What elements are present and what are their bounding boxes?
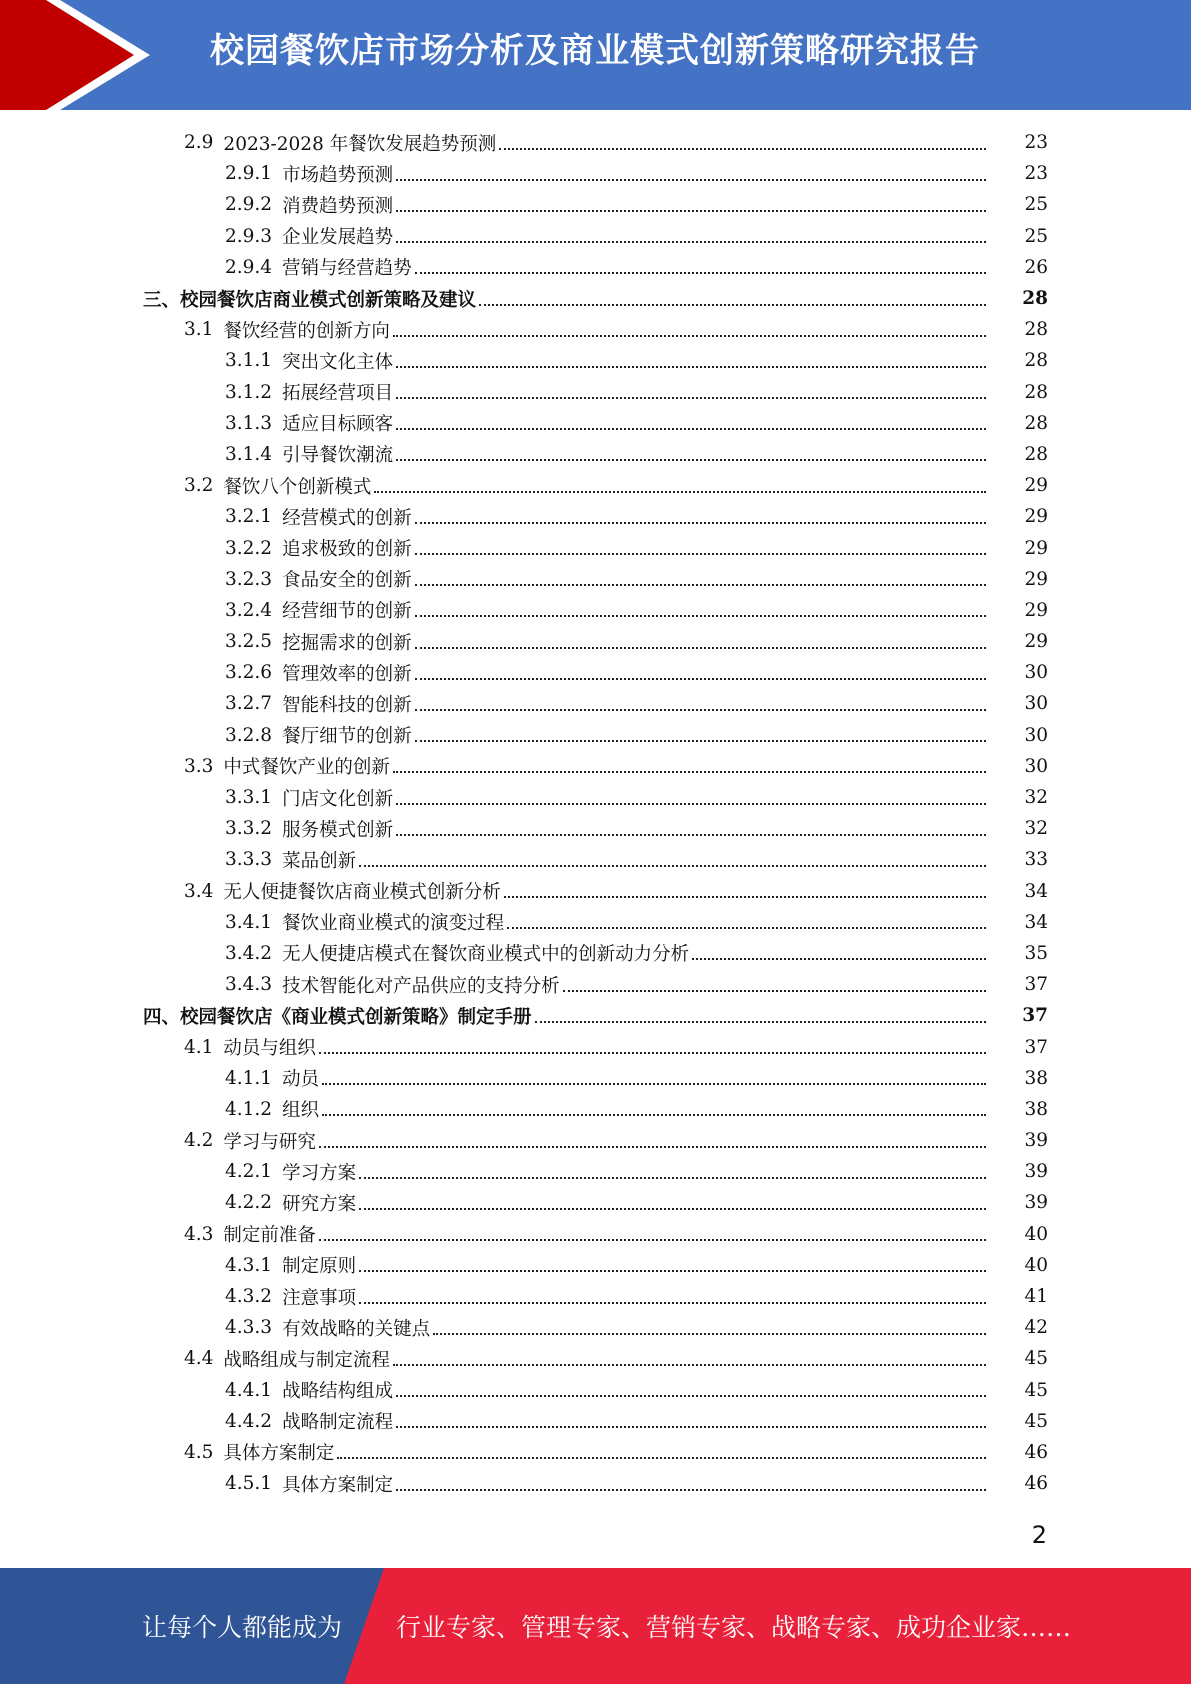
toc-entry-number: 3.3.3	[225, 849, 273, 871]
toc-entry-number: 4.2	[184, 1130, 214, 1152]
chevron-arrow-icon	[0, 0, 160, 110]
toc-dot-leader	[393, 771, 986, 773]
toc-dot-leader	[396, 241, 986, 243]
toc-entry[interactable]	[0, 1312, 1191, 1343]
toc-entry-page: 45	[1024, 1410, 1048, 1432]
toc-dot-leader	[396, 428, 986, 430]
toc-entry-page: 40	[1024, 1223, 1048, 1245]
toc-dot-leader	[415, 272, 986, 274]
toc-dot-leader	[393, 335, 986, 337]
toc-dot-leader	[415, 709, 986, 711]
toc-entry[interactable]	[0, 1281, 1191, 1312]
toc-entry-number: 3.1.1	[225, 350, 273, 372]
toc-dot-leader	[396, 834, 986, 836]
toc-entry-page: 30	[1024, 755, 1048, 777]
toc-entry[interactable]	[0, 720, 1191, 751]
toc-entry-title: 三、校园餐饮店商业模式创新策略及建议	[143, 289, 477, 311]
toc-entry[interactable]	[0, 844, 1191, 875]
toc-entry-title: 营销与经营趋势	[282, 258, 412, 280]
toc-entry-title: 餐厅细节的创新	[282, 726, 412, 748]
toc-entry-page: 38	[1024, 1067, 1048, 1089]
toc-entry-page: 29	[1024, 631, 1048, 653]
toc-entry-page: 41	[1024, 1286, 1048, 1308]
toc-entry-page: 46	[1024, 1473, 1048, 1495]
toc-entry-page: 30	[1024, 662, 1048, 684]
toc-entry-page: 45	[1024, 1348, 1048, 1370]
toc-entry-number: 3.4.2	[225, 942, 273, 964]
toc-entry[interactable]	[0, 688, 1191, 719]
toc-entry[interactable]	[0, 1375, 1191, 1406]
toc-entry-page: 34	[1024, 911, 1048, 933]
toc-entry-title: 动员与组织	[223, 1038, 316, 1060]
toc-dot-leader	[415, 678, 986, 680]
toc-entry[interactable]	[0, 439, 1191, 470]
toc-entry-number: 3.3.1	[225, 787, 273, 809]
toc-dot-leader	[337, 1457, 986, 1459]
toc-dot-leader	[396, 397, 986, 399]
toc-dot-leader	[499, 148, 986, 150]
toc-entry[interactable]	[0, 532, 1191, 563]
toc-entry-number: 4.1.2	[225, 1098, 273, 1120]
toc-entry-title: 门店文化创新	[282, 788, 394, 810]
toc-entry-page: 29	[1024, 475, 1048, 497]
toc-entry-title: 学习与研究	[223, 1131, 316, 1153]
toc-entry-title: 四、校园餐饮店《商业模式创新策略》制定手册	[143, 1006, 532, 1028]
toc-entry-page: 34	[1024, 880, 1048, 902]
toc-entry-title: 消费趋势预测	[282, 195, 394, 217]
toc-entry-number: 4.5.1	[225, 1473, 273, 1495]
toc-dot-leader	[563, 990, 986, 992]
toc-entry-page: 32	[1024, 818, 1048, 840]
toc-entry-title: 餐饮八个创新模式	[223, 476, 372, 498]
toc-entry[interactable]	[0, 1031, 1191, 1062]
toc-entry[interactable]	[0, 1063, 1191, 1094]
toc-dot-leader	[396, 210, 986, 212]
toc-entry[interactable]	[0, 595, 1191, 626]
toc-dot-leader	[319, 1146, 986, 1148]
page-number: 2	[1031, 1521, 1047, 1549]
toc-dot-leader	[393, 1364, 986, 1366]
toc-entry-title: 战略制定流程	[282, 1412, 394, 1434]
toc-dot-leader	[415, 647, 986, 649]
toc-entry-page: 37	[1024, 1036, 1048, 1058]
toc-dot-leader	[415, 740, 986, 742]
toc-entry[interactable]	[0, 314, 1191, 345]
toc-entry[interactable]	[0, 1219, 1191, 1250]
toc-entry-title: 服务模式创新	[282, 819, 394, 841]
toc-dot-leader	[535, 1021, 986, 1023]
toc-entry-title: 中式餐饮产业的创新	[223, 757, 390, 779]
toc-entry[interactable]	[0, 158, 1191, 189]
toc-entry-number: 4.3.1	[225, 1254, 273, 1276]
toc-dot-leader	[322, 1083, 986, 1085]
toc-entry[interactable]	[0, 1000, 1191, 1031]
toc-entry-number: 4.3	[184, 1223, 214, 1245]
toc-dot-leader	[415, 522, 986, 524]
toc-entry[interactable]	[0, 969, 1191, 1000]
toc-entry-page: 29	[1024, 568, 1048, 590]
toc-entry-page: 28	[1024, 350, 1048, 372]
toc-entry-page: 29	[1024, 537, 1048, 559]
toc-dot-leader	[507, 927, 986, 929]
toc-dot-leader	[359, 1208, 986, 1210]
toc-entry-number: 4.3.3	[225, 1317, 273, 1339]
toc-entry-title: 餐饮业商业模式的演变过程	[282, 913, 505, 935]
toc-entry-number: 2.9.1	[225, 163, 273, 185]
toc-entry-page: 23	[1024, 132, 1048, 154]
toc-entry-page: 39	[1024, 1161, 1048, 1183]
toc-entry-page: 28	[1024, 412, 1048, 434]
toc-entry-number: 2.9.4	[225, 256, 273, 278]
toc-entry[interactable]	[0, 408, 1191, 439]
toc-entry-title: 具体方案制定	[282, 1474, 394, 1496]
toc-dot-leader	[396, 366, 986, 368]
toc-dot-leader	[319, 1052, 986, 1054]
toc-entry[interactable]	[0, 345, 1191, 376]
toc-entry-number: 3.1.2	[225, 381, 273, 403]
toc-entry-number: 3.2.6	[225, 662, 273, 684]
toc-entry-title: 战略组成与制定流程	[223, 1349, 390, 1371]
toc-entry-number: 4.2.2	[225, 1192, 273, 1214]
toc-entry-page: 37	[1022, 1005, 1048, 1027]
toc-entry-title: 企业发展趋势	[282, 227, 394, 249]
toc-dot-leader	[396, 1395, 986, 1397]
toc-entry-title: 管理效率的创新	[282, 663, 412, 685]
toc-entry-title: 注意事项	[282, 1287, 357, 1309]
toc-entry-title: 追求极致的创新	[282, 539, 412, 561]
toc-entry[interactable]	[0, 1406, 1191, 1437]
toc-entry[interactable]	[0, 751, 1191, 782]
toc-entry-title: 经营细节的创新	[282, 601, 412, 623]
toc-entry-page: 30	[1024, 724, 1048, 746]
toc-entry-title: 无人便捷店模式在餐饮商业模式中的创新动力分析	[282, 944, 690, 966]
toc-entry[interactable]	[0, 564, 1191, 595]
toc-dot-leader	[415, 553, 986, 555]
toc-entry-number: 4.4.1	[225, 1379, 273, 1401]
toc-entry-title: 研究方案	[282, 1193, 357, 1215]
toc-dot-leader	[322, 1114, 986, 1116]
page-footer	[0, 1568, 1191, 1684]
report-title: 校园餐饮店市场分析及商业模式创新策略研究报告	[210, 31, 980, 71]
toc-entry[interactable]	[0, 1468, 1191, 1499]
toc-entry-title: 组织	[282, 1100, 320, 1122]
toc-entry-number: 2.9.3	[225, 225, 273, 247]
toc-entry-number: 3.2.5	[225, 631, 273, 653]
table-of-contents	[0, 127, 1191, 1499]
toc-entry-page: 25	[1024, 225, 1048, 247]
toc-entry[interactable]	[0, 283, 1191, 314]
toc-entry-page: 28	[1024, 319, 1048, 341]
toc-entry-page: 39	[1024, 1130, 1048, 1152]
toc-dot-leader	[415, 615, 986, 617]
toc-entry[interactable]	[0, 1094, 1191, 1125]
toc-entry-page: 35	[1024, 942, 1048, 964]
toc-entry-number: 4.1.1	[225, 1067, 273, 1089]
toc-entry-title: 制定前准备	[223, 1225, 316, 1247]
toc-dot-leader	[692, 958, 986, 960]
toc-entry[interactable]	[0, 938, 1191, 969]
toc-entry-page: 32	[1024, 787, 1048, 809]
toc-entry[interactable]	[0, 1156, 1191, 1187]
toc-entry[interactable]	[0, 470, 1191, 501]
toc-entry[interactable]	[0, 501, 1191, 532]
toc-entry-number: 3.1	[184, 319, 214, 341]
toc-entry-number: 2.9	[184, 132, 214, 154]
toc-dot-leader	[359, 865, 986, 867]
toc-entry[interactable]	[0, 813, 1191, 844]
toc-entry-title: 具体方案制定	[223, 1443, 335, 1465]
toc-entry-page: 33	[1024, 849, 1048, 871]
toc-entry[interactable]	[0, 657, 1191, 688]
toc-entry-number: 3.3.2	[225, 818, 273, 840]
toc-entry-number: 3.1.4	[225, 443, 273, 465]
toc-entry[interactable]	[0, 1187, 1191, 1218]
toc-dot-leader	[359, 1302, 986, 1304]
toc-entry[interactable]	[0, 1125, 1191, 1156]
toc-entry-number: 3.2.3	[225, 568, 273, 590]
toc-entry-title: 拓展经营项目	[282, 383, 394, 405]
toc-entry-title: 2023-2028 年餐饮发展趋势预测	[223, 133, 497, 155]
toc-entry[interactable]	[0, 907, 1191, 938]
toc-entry-title: 无人便捷餐饮店商业模式创新分析	[223, 882, 501, 904]
footer-slogan-lead: 让每个人都能成为	[142, 1613, 343, 1642]
toc-entry[interactable]	[0, 127, 1191, 158]
toc-entry-number: 4.5	[184, 1441, 214, 1463]
toc-dot-leader	[504, 896, 986, 898]
toc-dot-leader	[359, 1177, 986, 1179]
toc-entry-title: 餐饮经营的创新方向	[223, 320, 390, 342]
toc-entry-number: 4.4.2	[225, 1410, 273, 1432]
toc-dot-leader	[433, 1333, 986, 1335]
toc-entry[interactable]	[0, 782, 1191, 813]
toc-dot-leader	[374, 491, 986, 493]
toc-entry-page: 29	[1024, 506, 1048, 528]
toc-entry-title: 市场趋势预测	[282, 164, 394, 186]
toc-entry-number: 3.2	[184, 475, 214, 497]
toc-entry-number: 4.4	[184, 1348, 214, 1370]
toc-entry-page: 26	[1024, 256, 1048, 278]
toc-entry-page: 23	[1024, 163, 1048, 185]
toc-entry-page: 39	[1024, 1192, 1048, 1214]
toc-entry-number: 3.2.7	[225, 693, 273, 715]
toc-entry-title: 食品安全的创新	[282, 570, 412, 592]
toc-dot-leader	[396, 459, 986, 461]
toc-entry-title: 突出文化主体	[282, 351, 394, 373]
toc-entry-page: 28	[1024, 443, 1048, 465]
toc-entry[interactable]	[0, 876, 1191, 907]
toc-dot-leader	[415, 584, 986, 586]
toc-entry-number: 3.2.2	[225, 537, 273, 559]
toc-entry[interactable]	[0, 221, 1191, 252]
toc-entry[interactable]	[0, 1343, 1191, 1374]
toc-entry-number: 3.4.1	[225, 911, 273, 933]
toc-entry-title: 引导餐饮潮流	[282, 445, 394, 467]
toc-entry-title: 学习方案	[282, 1162, 357, 1184]
toc-entry-page: 28	[1022, 288, 1048, 310]
toc-entry-number: 4.2.1	[225, 1161, 273, 1183]
toc-entry-title: 挖掘需求的创新	[282, 632, 412, 654]
toc-entry-page: 25	[1024, 194, 1048, 216]
toc-entry[interactable]	[0, 1437, 1191, 1468]
toc-entry-number: 2.9.2	[225, 194, 273, 216]
toc-entry[interactable]	[0, 1250, 1191, 1281]
toc-entry-number: 3.3	[184, 755, 214, 777]
toc-dot-leader	[396, 179, 986, 181]
toc-entry-number: 4.1	[184, 1036, 214, 1058]
toc-entry-number: 3.2.4	[225, 599, 273, 621]
toc-entry-number: 4.3.2	[225, 1286, 273, 1308]
toc-entry-title: 经营模式的创新	[282, 507, 412, 529]
toc-entry-title: 智能科技的创新	[282, 694, 412, 716]
toc-entry-page: 30	[1024, 693, 1048, 715]
toc-entry-title: 技术智能化对产品供应的支持分析	[282, 975, 560, 997]
toc-dot-leader	[396, 1489, 986, 1491]
toc-entry[interactable]	[0, 252, 1191, 283]
toc-entry-page: 42	[1024, 1317, 1048, 1339]
toc-entry-number: 3.4.3	[225, 974, 273, 996]
toc-dot-leader	[479, 304, 986, 306]
toc-entry-title: 动员	[282, 1069, 320, 1091]
footer-slogan-roles: 行业专家、管理专家、营销专家、战略专家、成功企业家……	[396, 1613, 1072, 1642]
toc-dot-leader	[319, 1239, 986, 1241]
toc-entry-page: 29	[1024, 599, 1048, 621]
toc-entry-page: 38	[1024, 1098, 1048, 1120]
toc-entry-number: 3.1.3	[225, 412, 273, 434]
toc-entry-number: 3.4	[184, 880, 214, 902]
page-header	[0, 0, 1191, 110]
toc-entry-page: 46	[1024, 1441, 1048, 1463]
toc-dot-leader	[396, 1426, 986, 1428]
toc-entry-page: 45	[1024, 1379, 1048, 1401]
toc-entry-page: 40	[1024, 1254, 1048, 1276]
toc-entry-title: 有效战略的关键点	[282, 1318, 431, 1340]
toc-entry-page: 28	[1024, 381, 1048, 403]
toc-entry-page: 37	[1024, 974, 1048, 996]
toc-entry-number: 3.2.8	[225, 724, 273, 746]
toc-entry[interactable]	[0, 626, 1191, 657]
toc-entry-title: 制定原则	[282, 1256, 357, 1278]
toc-entry[interactable]	[0, 377, 1191, 408]
toc-entry-title: 适应目标顾客	[282, 414, 394, 436]
toc-entry-title: 菜品创新	[282, 850, 357, 872]
toc-entry-title: 战略结构组成	[282, 1381, 394, 1403]
toc-dot-leader	[396, 803, 986, 805]
toc-dot-leader	[359, 1270, 986, 1272]
toc-entry-number: 3.2.1	[225, 506, 273, 528]
toc-entry[interactable]	[0, 189, 1191, 220]
